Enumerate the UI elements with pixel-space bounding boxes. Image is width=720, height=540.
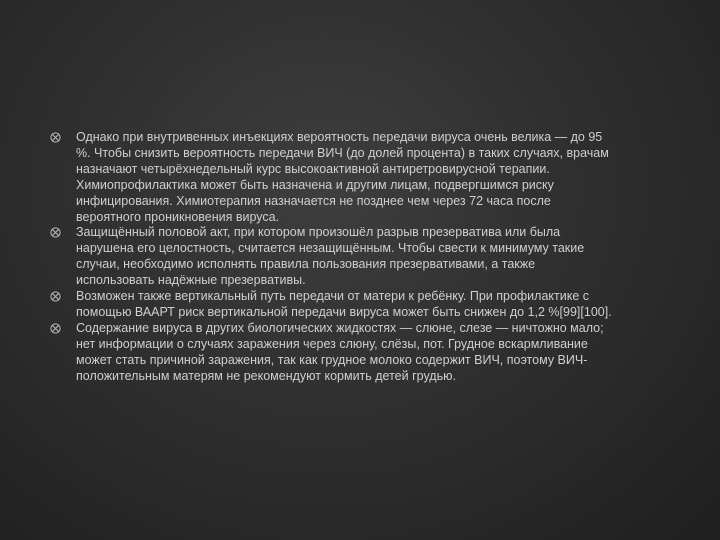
target-bullet-icon xyxy=(50,323,61,334)
target-bullet-icon xyxy=(50,132,61,143)
bullet-text: Возможен также вертикальный путь передачи от матери к ребёнку. При профилактике с помощью ВААРТ риск вертикальной передачи вируса может быть снижен до 1,2 %[99][100]. xyxy=(76,289,612,319)
bullet-item xyxy=(50,289,612,321)
bullet-text: Однако при внутривенных инъекциях вероятность передачи вируса очень велика — до 95 %. Чтобы снизить вероятность передачи ВИЧ (до долей процента) в таких случаях, врачам назначают четырёхнедельный курс высокоактивной антиретровирусной терапии. Химиопрофилактика может быть назначена и другим лицам, подвергшимся риску инфицирования. Химиотерапия назначается не позднее чем через 72 часа после вероятного проникновения вируса. xyxy=(76,130,609,224)
bullet-text: Содержание вируса в других биологических жидкостях — слюне, слезе — ничтожно мало; нет информации о случаях заражения через слюну, слёзы, пот. Грудное вскармливание может стать причиной заражения, так как грудное молоко содержит ВИЧ, поэтому ВИЧ-положительным матерям не рекомендуют кормить детей грудью. xyxy=(76,320,604,383)
target-bullet-icon xyxy=(50,227,61,238)
bullet-text: Защищённый половой акт, при котором произошёл разрыв презерватива или была нарушена его целостность, считается незащищённым. Чтобы свести к минимуму такие случаи, необходимо исполнять правила пользования презервативами, а также использовать надёжные презервативы. xyxy=(76,225,585,288)
bullet-item xyxy=(50,321,612,385)
bullet-item xyxy=(50,225,612,289)
target-bullet-icon xyxy=(50,291,61,302)
bullet-item xyxy=(50,130,612,225)
bullet-list xyxy=(50,130,612,385)
